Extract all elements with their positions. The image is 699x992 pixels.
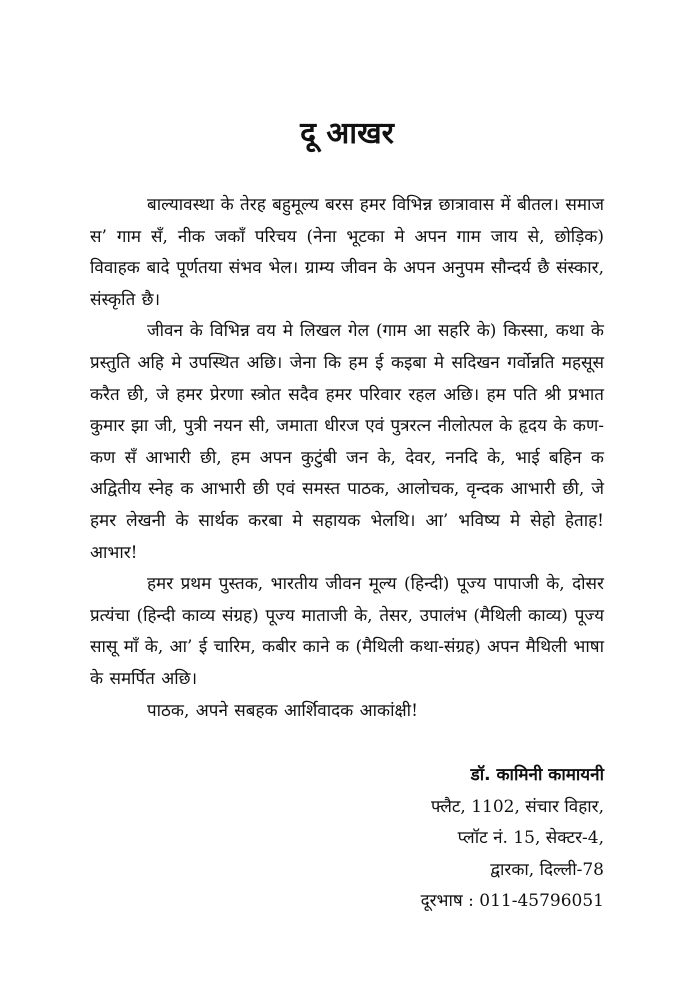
paragraph-3: हमर प्रथम पुस्तक, भारतीय जीवन मूल्य (हिन्दी) पूज्य पापाजी के, दोसर प्रत्यंचा (हिन्दी काव्य संग्रह) पूज्य माताजी के, तेसर, उपालंभ (मैथिली काव्य) पूज्य सासू माँ के, आ’ ई चारिम, कबीर काने क (मैथिली कथा-संग्रह) अपन मैथिली भाषा के समर्पित अछि। — [90, 574, 604, 689]
body-text — [90, 190, 604, 727]
author-name: डॉ. कामिनी कामायनी — [470, 765, 604, 785]
page-title: दू आखर — [300, 116, 394, 151]
address-line-1: फ्लैट, 1102, संचार विहार, — [431, 796, 604, 817]
paragraph-2: जीवन के विभिन्न वय मे लिखल गेल (गाम आ सहरि के) किस्सा, कथा के प्रस्तुति अहि मे उपस्थित अछि। जेना कि हम ई कइबा मे सदिखन गर्वोन्नति महसूस करैत छी, जे हमर प्रेरणा स्त्रोत सदैव हमर परिवार रहल अछि। हम पति श्री प्रभात कुमार झा जी, पुत्री नयन सी, जमाता धीरज एवं पुत्ररत्न नीलोत्पल के हृदय के कण-कण सँ आभारी छी, हम अपन कुटुंबी जन के, देवर, ननदि के, भाई बहिन क अद्वितीय स्नेह क आभारी छी एवं समस्त पाठक, आलोचक, वृन्दक आभारी छी, जे हमर लेखनी के सार्थक करबा मे सहायक भेलथि। आ’ भविष्य मे सेहो हेताह! आभार! — [90, 321, 604, 563]
document-page — [90, 0, 604, 992]
paragraph-1: बाल्यावस्था के तेरह बहुमूल्य बरस हमर विभिन्न छात्रावास में बीतल। समाज स’ गाम सँ, नीक जकाँ परिचय (नेना भूटका मे अपन गाम जाय से, छोड़िक) विवाहक बादे पूर्णतया संभव भेल। ग्राम्य जीवन के अपन अनुपम सौन्दर्य छै संस्कार, संस्कृति छै। — [90, 195, 604, 310]
address-line-2: प्लॉट नं. 15, सेक्टर-4, — [457, 828, 604, 848]
address-line-3: द्वारका, दिल्ली-78 — [490, 859, 604, 880]
phone-number: दूरभाष : 011-45796051 — [420, 891, 604, 911]
paragraph-4: पाठक, अपने सबहक आर्शिवादक आकांक्षी! — [147, 700, 418, 721]
signature-block — [244, 760, 604, 918]
